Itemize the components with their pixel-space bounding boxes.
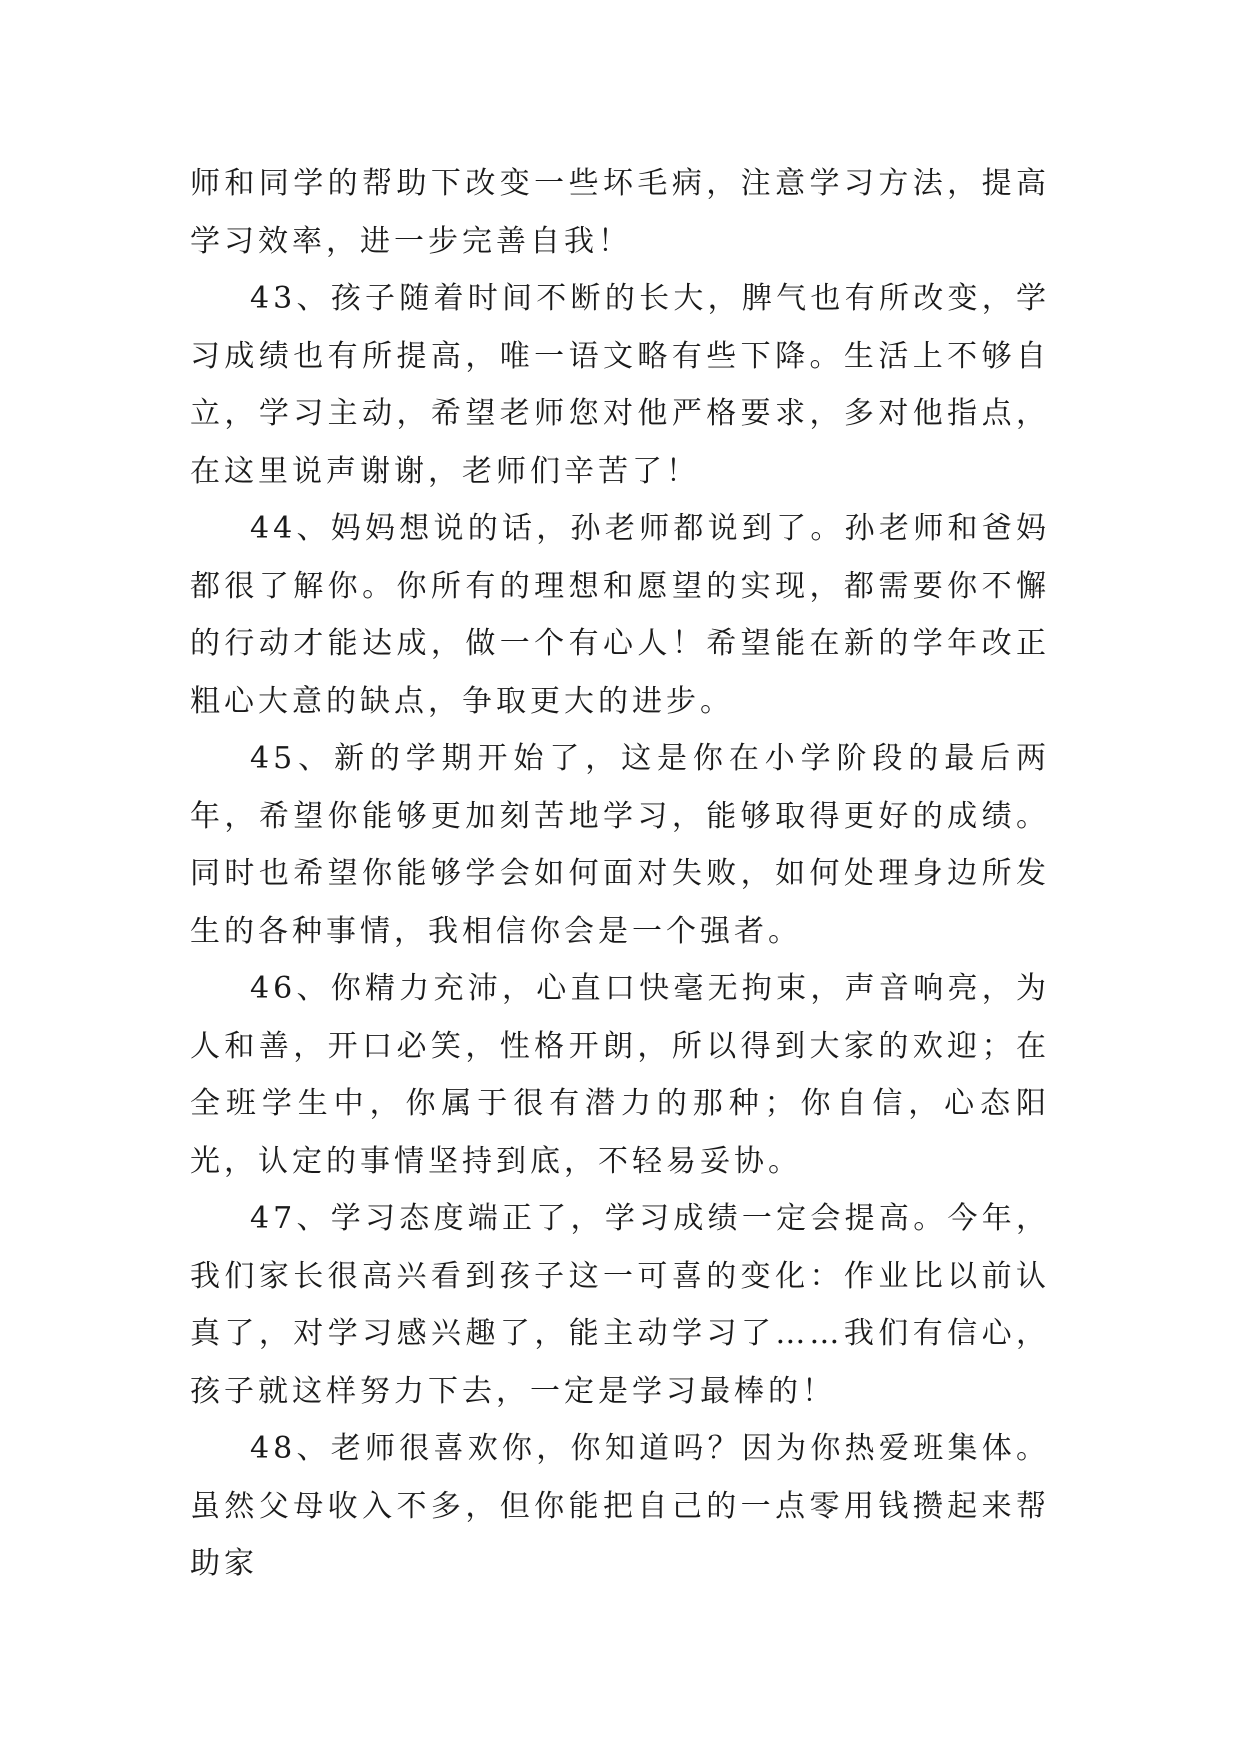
paragraph-44: 44、妈妈想说的话，孙老师都说到了。孙老师和爸妈都很了解你。你所有的理想和愿望的实现，都需要你不懈的行动才能达成，做一个有心人！希望能在新的学年改正粗心大意的缺点，争取更大的进步。 [190,511,1050,719]
document-body [190,155,1050,1593]
paragraph-43: 43、孩子随着时间不断的长大，脾气也有所改变，学习成绩也有所提高，唯一语文略有些下降。生活上不够自立，学习主动，希望老师您对他严格要求，多对他指点，在这里说声谢谢，老师们辛苦了！ [190,281,1050,489]
paragraph-continuation: 师和同学的帮助下改变一些坏毛病，注意学习方法，提高学习效率，进一步完善自我！ [190,166,1050,259]
paragraph-47: 47、学习态度端正了，学习成绩一定会提高。今年，我们家长很高兴看到孩子这一可喜的变化：作业比以前认真了，对学习感兴趣了，能主动学习了……我们有信心，孩子就这样努力下去，一定是学习最棒的！ [190,1201,1050,1409]
paragraph-46: 46、你精力充沛，心直口快毫无拘束，声音响亮，为人和善，开口必笑，性格开朗，所以得到大家的欢迎；在全班学生中，你属于很有潜力的那种；你自信，心态阳光，认定的事情坚持到底，不轻易妥协。 [190,971,1050,1179]
paragraph-48: 48、老师很喜欢你，你知道吗？因为你热爱班集体。虽然父母收入不多，但你能把自己的一点零用钱攒起来帮助家 [190,1431,1050,1581]
paragraph-45: 45、新的学期开始了，这是你在小学阶段的最后两年，希望你能够更加刻苦地学习，能够取得更好的成绩。同时也希望你能够学会如何面对失败，如何处理身边所发生的各种事情，我相信你会是一个强者。 [190,741,1050,949]
